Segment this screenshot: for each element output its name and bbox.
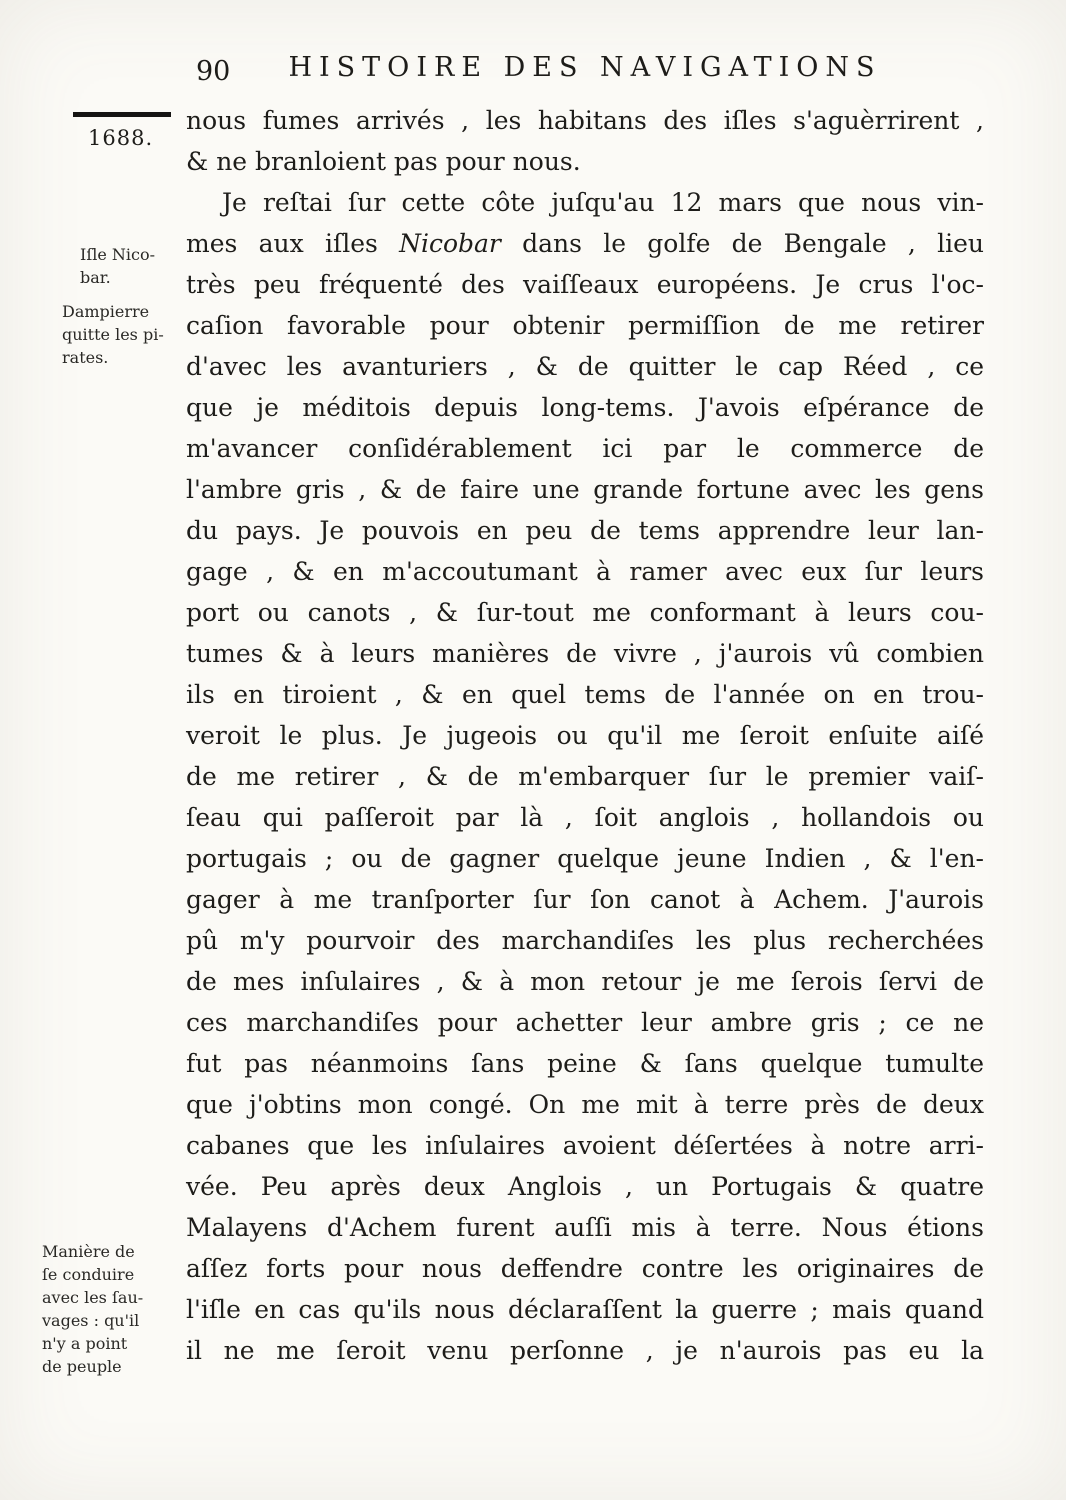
margin-note-dampierre xyxy=(62,300,164,369)
text-line: de mes inſulaires , & à mon retour je me ſerois ſervi de xyxy=(186,967,984,996)
margin-note-year: 1688. xyxy=(88,126,154,150)
text-line: ſeau qui paſſeroit par là , ſoit anglois , hollandois ou xyxy=(186,803,984,832)
italic-place-name: Nicobar xyxy=(399,229,501,258)
margin-note-line: vages : qu'il xyxy=(42,1311,140,1330)
margin-rule xyxy=(73,112,171,117)
text-line: pû m'y pourvoir des marchandiſes les plus recherchées xyxy=(186,926,984,955)
text-line: gage , & en m'accoutumant à ramer avec eux ſur leurs xyxy=(186,557,984,586)
text-line: du pays. Je pouvois en peu de tems apprendre leur lan- xyxy=(186,516,984,545)
text-line: tumes & à leurs manières de vivre , j'aurois vû combien xyxy=(186,639,984,668)
margin-note-line: de peuple xyxy=(42,1357,122,1376)
text-line: ces marchandiſes pour achetter leur ambre gris ; ce ne xyxy=(186,1008,984,1037)
margin-note-maniere xyxy=(42,1240,143,1378)
text-line: d'avec les avanturiers , & de quitter le cap Réed , ce xyxy=(186,352,984,381)
text-line: m'avancer conſidérablement ici par le commerce de xyxy=(186,434,984,463)
text-line: Malayens d'Achem furent auſſi mis à terre. Nous étions xyxy=(186,1213,984,1242)
text-line: que j'obtins mon congé. On me mit à terre près de deux xyxy=(186,1090,984,1119)
text-line xyxy=(186,223,984,264)
text-line: vée. Peu après deux Anglois , un Portugais & quatre xyxy=(186,1172,984,1201)
text-line: cabanes que les inſulaires avoient déſertées à notre arri- xyxy=(186,1131,984,1160)
text-line: très peu fréquenté des vaiſſeaux européens. Je crus l'oc- xyxy=(186,270,984,299)
text-line: gager à me tranſporter ſur ſon canot à Achem. J'aurois xyxy=(186,885,984,914)
text-line: ils en tiroient , & en quel tems de l'année on en trou- xyxy=(186,680,984,709)
main-text-block xyxy=(186,100,984,1371)
margin-note-line: Iſle Nico- xyxy=(80,245,156,264)
text-line: veroit le plus. Je jugeois ou qu'il me ſeroit enſuite aiſé xyxy=(186,721,984,750)
page-number: 90 xyxy=(196,56,231,87)
margin-note-line: bar. xyxy=(80,268,111,287)
margin-note-line: Manière de xyxy=(42,1242,135,1261)
margin-note-line: n'y a point xyxy=(42,1334,128,1353)
margin-note-isle-nicobar xyxy=(80,243,155,289)
text-line: l'ambre gris , & de faire une grande fortune avec les gens xyxy=(186,475,984,504)
text-line: caſion favorable pour obtenir permiſſion de me retirer xyxy=(186,311,984,340)
text-line: l'iſle en cas qu'ils nous déclaraſſent la guerre ; mais quand xyxy=(186,1295,984,1324)
margin-note-line: rates. xyxy=(62,348,109,367)
line-segment: dans le golfe de Bengale , lieu xyxy=(500,229,984,258)
text-line: il ne me ſeroit venu perſonne , je n'aurois pas eu la xyxy=(186,1336,984,1365)
text-line: portugais ; ou de gagner quelque jeune Indien , & l'en- xyxy=(186,844,984,873)
text-line: port ou canots , & ſur-tout me conformant à leurs cou- xyxy=(186,598,984,627)
margin-note-line: Dampierre xyxy=(62,302,150,321)
margin-note-line: ſe conduire xyxy=(42,1265,135,1284)
text-line: aſſez forts pour nous deffendre contre les originaires de xyxy=(186,1254,984,1283)
text-line: nous fumes arrivés , les habitans des iſles s'aguèrrirent , xyxy=(186,106,984,135)
text-line: de me retirer , & de m'embarquer ſur le premier vaiſ- xyxy=(186,762,984,791)
text-line: Je reſtai ſur cette côte juſqu'au 12 mars que nous vin- xyxy=(222,188,984,217)
text-line: que je méditois depuis long-tems. J'avois eſpérance de xyxy=(186,393,984,422)
margin-note-line: quitte les pi- xyxy=(62,325,164,344)
margin-note-line: avec les ſau- xyxy=(42,1288,144,1307)
text-line: & ne branloient pas pour nous. xyxy=(186,147,581,176)
line-segment: mes aux iſles xyxy=(186,229,400,258)
text-line: fut pas néanmoins ſans peine & ſans quelque tumulte xyxy=(186,1049,984,1078)
running-header-title: HISTOIRE DES NAVIGATIONS xyxy=(288,52,882,83)
